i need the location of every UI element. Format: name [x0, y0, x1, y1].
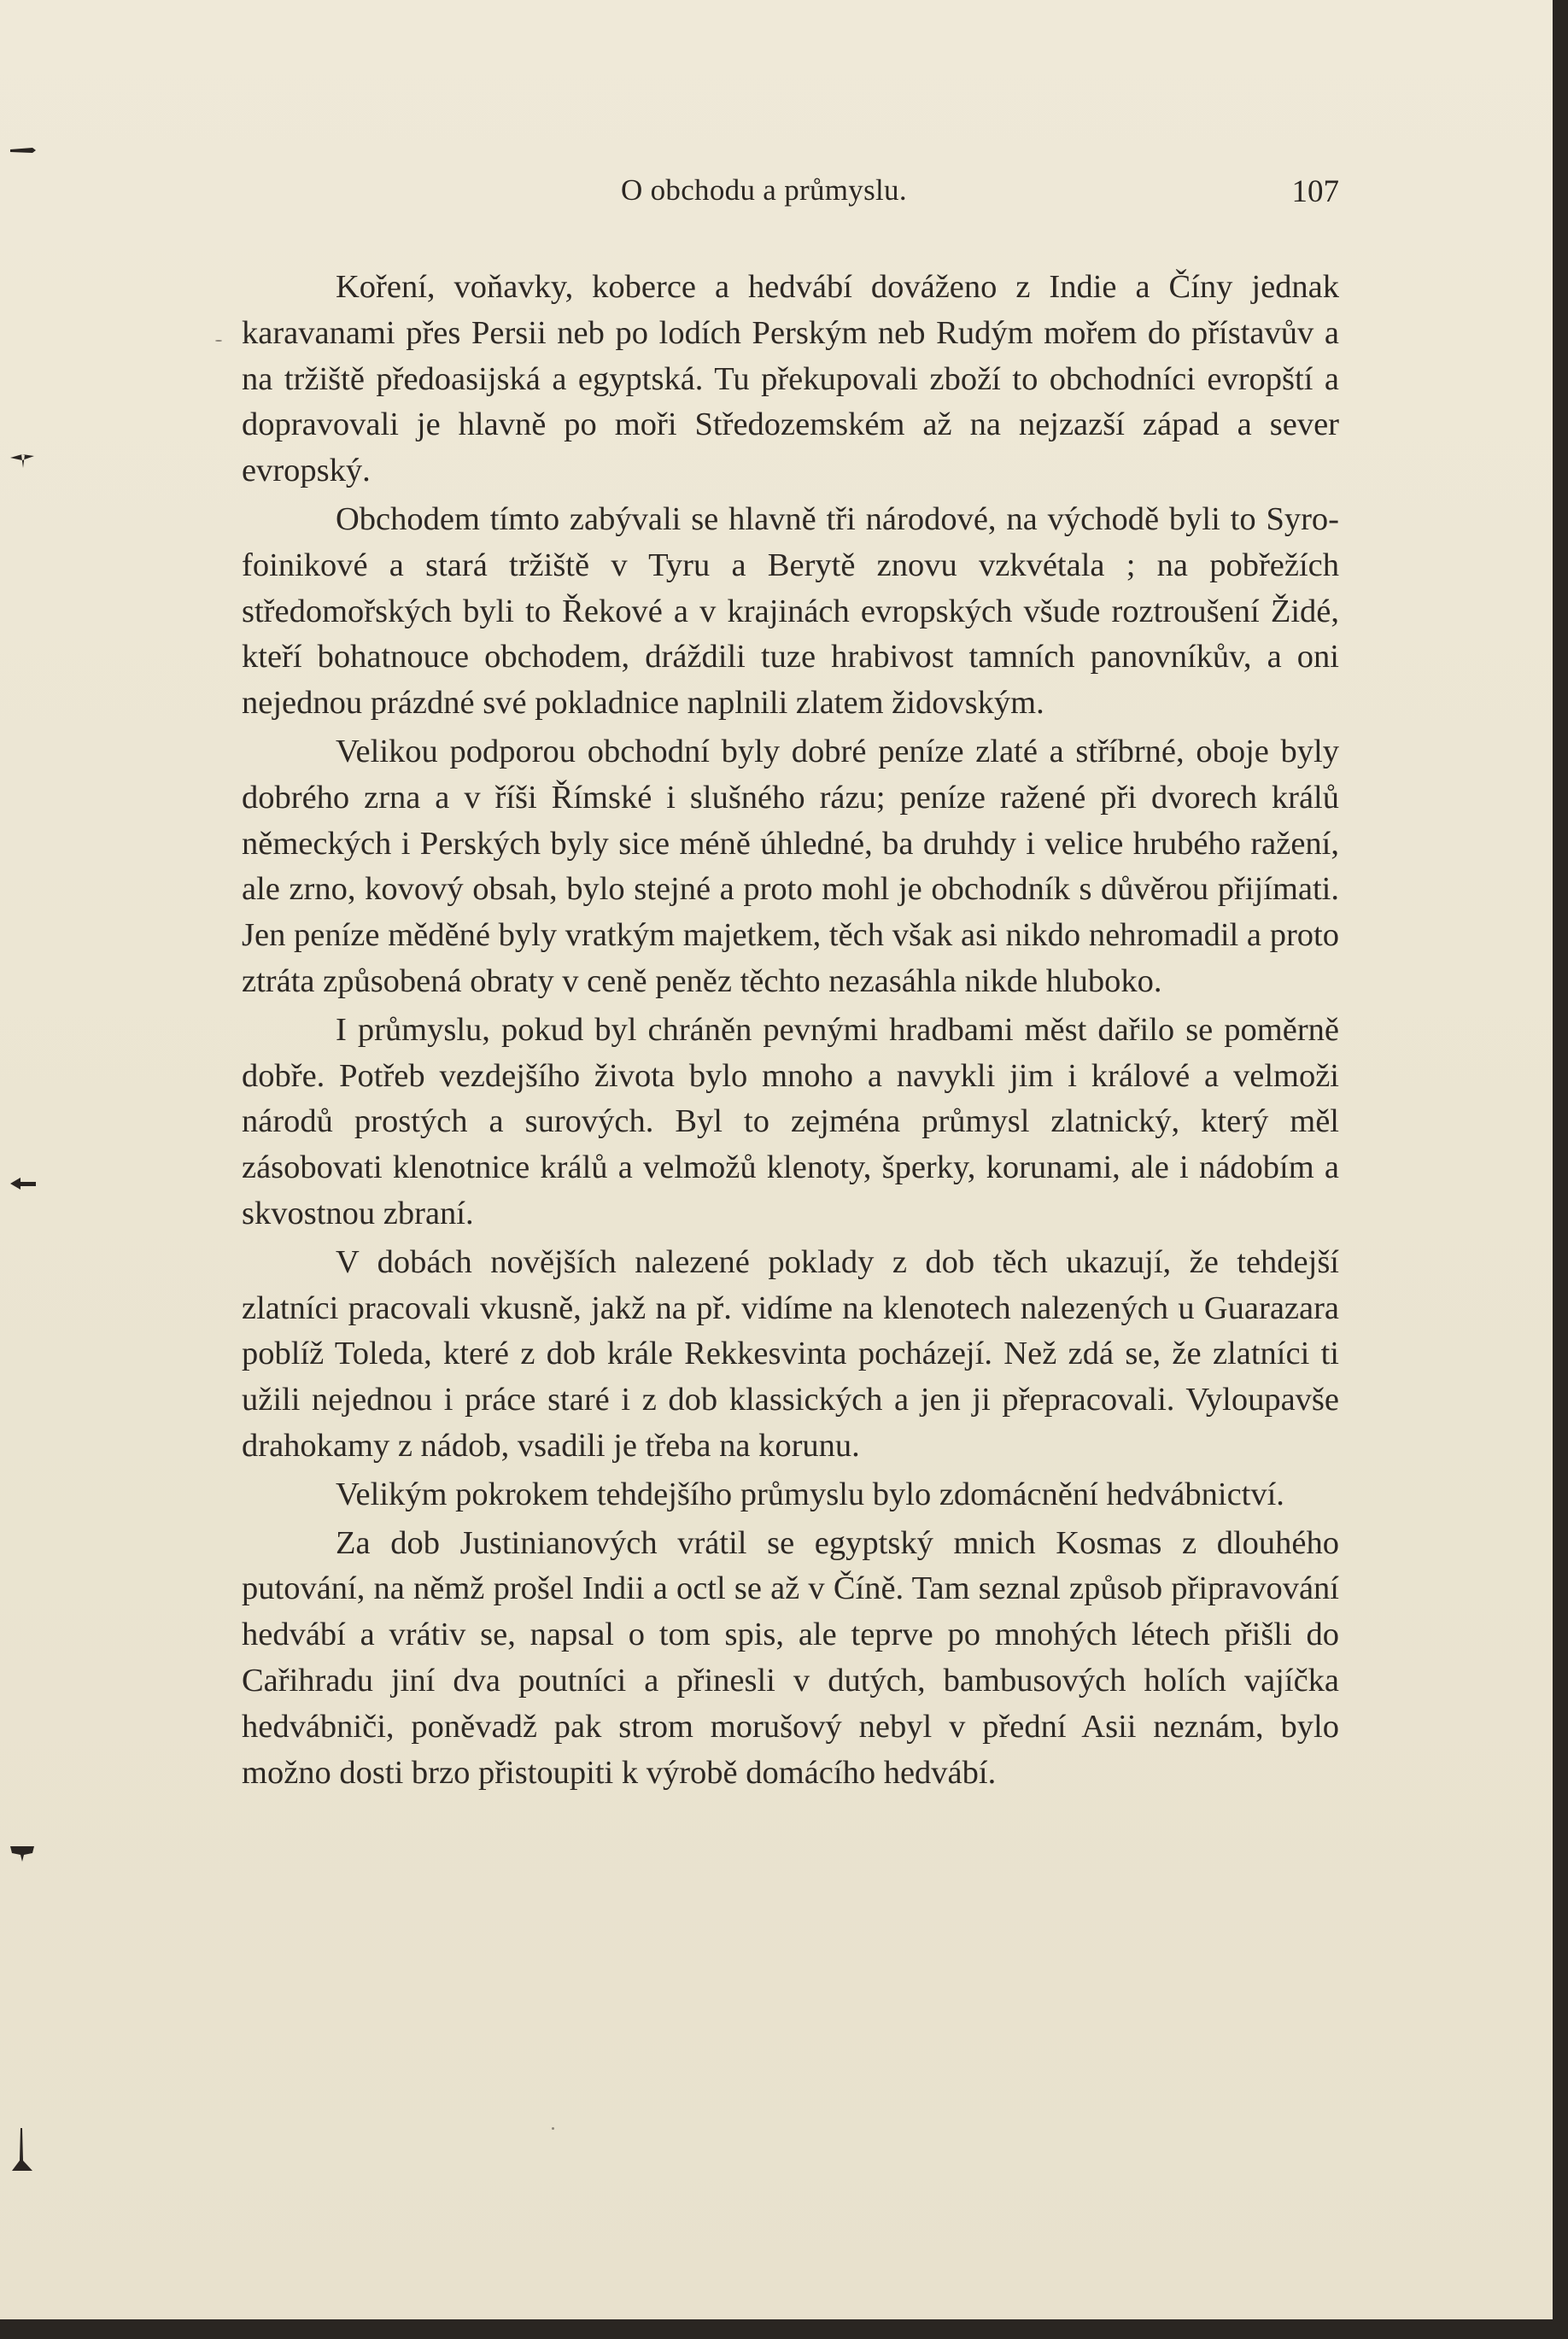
paragraph: Za dob Justinianových vrátil se egyptský mnich Kosmas z dlouhého putování, na němž prošel Indii a octl se až v Číně. Tam seznal způsob připravování hedvábí a vrátiv se, napsal o tom spis, ale teprve po mnohých létech přišli do Cařihradu jiní dva poutníci a přinesli v dutých, bambusových holích vajíčka hedvábniči, poněvadž pak strom morušový nebyl v přední Asii neznám, bylo možno dosti brzo přistoupiti k výrobě domácího hedvábí.: [242, 1524, 1339, 1791]
ink-speck: [215, 340, 222, 342]
binding-mark-icon: [9, 137, 38, 166]
binding-pin-icon: [9, 2126, 38, 2178]
binding-arrow-icon: [9, 1836, 38, 1865]
binding-arrow-icon: [9, 444, 38, 473]
paragraph: Velikým pokrokem tehdejšího průmyslu bylo zdomácnění hedvábnictví.: [336, 1476, 1284, 1512]
paragraph: Velikou podporou obchodní byly dobré peníze zlaté a stříbrné, oboje byly dobrého zrna a v říši Římské i slušného rázu; peníze ražené při dvorech králů německých i Perských byly sice méně úhledné, ba druhdy i velice hrubého ražení, ale zrno, kovový obsah, bylo stejné a proto mohl je obchodník s důvěrou přijímati. Jen peníze měděné byly vratkým majetkem, těch však asi nikdo nehromadil a proto ztráta způsobená obraty v ceně peněz těchto nezasáhla nikde hluboko.: [242, 733, 1339, 999]
paragraph: V dobách novějších nalezené poklady z dob těch ukazují, že tehdejší zlatníci pracovali vkusně, jakž na př. vidíme na klenotech nalezených u Guarazara poblíž Toleda, které z dob krále Rekkesvinta pocházejí. Než zdá se, že zlatníci ti užili nejednou i práce staré i z dob klassických a jen ji přepracovali. Vyloupavše drahokamy z nádob, vsadili je třeba na korunu.: [242, 1243, 1339, 1464]
page-number: 107: [1291, 174, 1339, 209]
running-head: O obchodu a průmyslu.: [621, 173, 907, 207]
paragraph: Obchodem tímto zabývali se hlavně tři národové, na východě byli to Syro-foinikové a stará tržiště v Tyru a Berytě znovu vzkvétala ; na pobřežích středomořských byli to Řekové a v krajinách evropských všude roztroušení Židé, kteří bohatnouce obchodem, dráždili tuze hrabivost tamních panovníkův, a oni nejednou prázdné své pokladnice naplnili zlatem židovským.: [242, 500, 1339, 722]
body-text: [242, 265, 1339, 1796]
paragraph: Koření, voňavky, koberce a hedvábí dováženo z Indie a Číny jednak karavanami přes Persii neb po lodích Perským neb Rudým mořem do přístavův a na tržiště předoasijská a egyptská. Tu překupovali zboží to obchodníci evropští a dopravovali je hlavně po moři Středozemském až na nejzazší západ a sever evropský.: [242, 269, 1339, 489]
page-header: [242, 173, 1339, 216]
paragraph: I průmyslu, pokud byl chráněn pevnými hradbami měst dařilo se poměrně dobře. Potřeb vezdejšího života bylo mnoho a navykli jim i králové a velmoži národů prostých a surových. Byl to zejména průmysl zlatnický, který měl zásobovati klenotnice králů a velmožů klenoty, šperky, korunami, ale i nádobím a skvostnou zbraní.: [242, 1011, 1339, 1231]
binding-arrow-icon: [9, 1170, 38, 1199]
ink-speck: [552, 2127, 554, 2130]
